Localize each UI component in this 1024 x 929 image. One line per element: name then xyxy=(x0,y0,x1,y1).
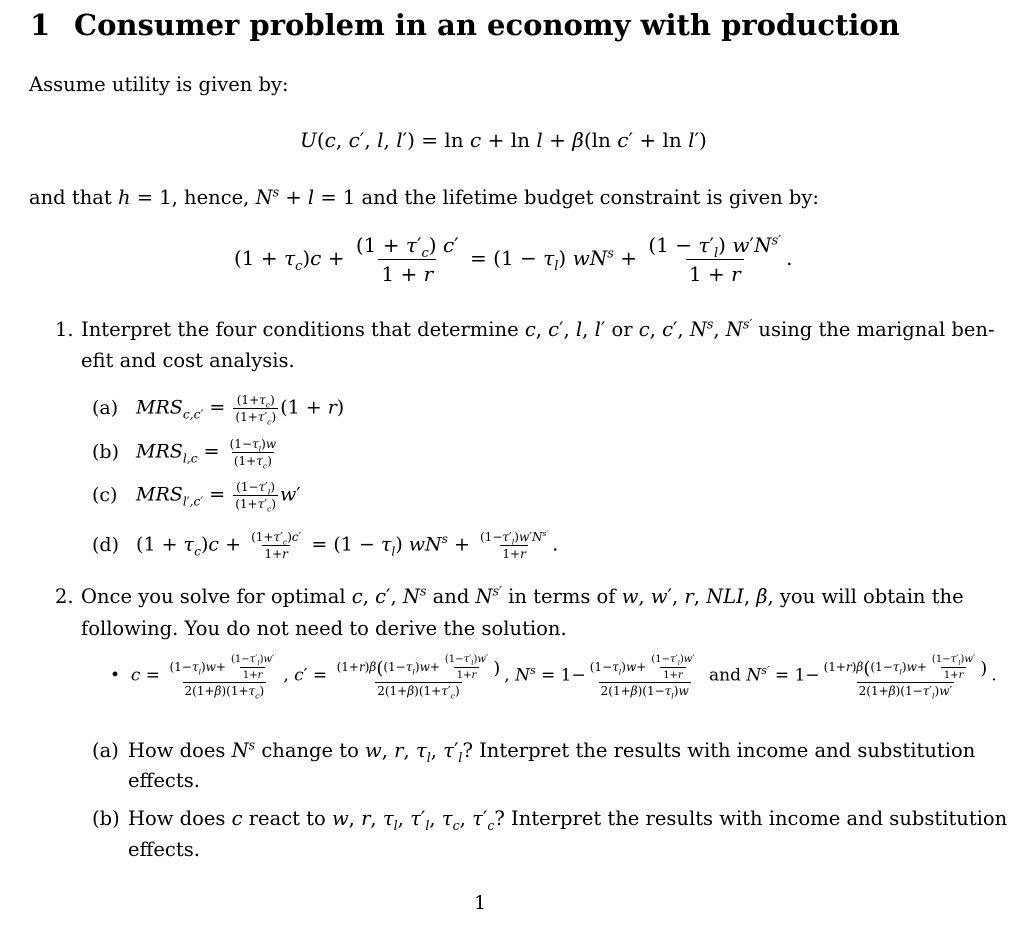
question-2a-line-2: effects. xyxy=(128,769,200,792)
question-2b-line-2: effects. xyxy=(128,838,200,861)
question-2a-line-1: (a) How does $N^s$ change to w, r, $\tau_l$, $\tau'_l$? Interpret the results with income and substitution xyxy=(92,737,976,765)
budget-intro-text: and that h = 1, hence, $N^s + l = 1$ and the lifetime budget constraint is given by: xyxy=(29,184,819,209)
intro-text: Assume utility is given by: xyxy=(29,73,289,96)
utility-equation: U(c, c′, l, l′) = ln c + ln l + β(ln c′ + ln l′) xyxy=(300,128,707,152)
condition-b: (b) $MRS_{l,c}$ = $\frac{(1-\tau_l)w}{(1+\tau_c)}$ xyxy=(92,437,277,471)
question-2b-line-1: (b) How does c react to w, r, $\tau_l$, $\tau'_l$, $\tau_c$, $\tau'_c$? Interpret the results with income and substitution xyxy=(92,807,1008,833)
section-heading xyxy=(30,8,900,42)
question-1-line-2: efit and cost analysis. xyxy=(81,349,295,372)
condition-a: (a) $MRS_{c,c'}$ = $\frac{(1+\tau_c)}{(1+\tau'_c)}$ (1 + r) xyxy=(92,393,345,427)
section-title: Consumer problem in an economy with production xyxy=(74,8,900,42)
budget-constraint-equation: $(1 + \tau_c)c$ + $\frac{(1 + \tau'_c) c'}{1 + r}$ = $(1 - \tau_l)$ $wN^s$ + $\frac{(1 - \tau'_l) w'N^{s'}}{1 + r}$ . xyxy=(234,233,793,286)
condition-c: (c) $MRS_{l',c'}$ = $\frac{(1-\tau'_l)}{(1+\tau'_c)}$ w′ xyxy=(92,480,301,514)
optimal-solutions: • c = $(1-\tau_l)w+$ $\frac{(1-\tau'_l)w'}{1+r}$ $2(1+\beta)(1+\tau_c)$ , c′ = $(1+r)\beta((1-\tau_l)w+$ $\frac{(1-\tau'_l)w'}{1+r}$ ) $2(1+\beta)(1+\tau'_c)$ , $N^s = 1-$ $(1-\tau_l)w+$ $\frac{(1-\tau'_l)w'}{1+r}$ $2(1+\beta)(1-\tau_l)w$ and $N^{s'} = 1-$ $(1+r)\beta((1-\tau_l)w+$ $\frac{(1-\tau'_l)w'}{1+r}$ ) $2(1+\beta)(1-\tau'_l)w'$ . xyxy=(110,654,997,701)
section-number: 1 xyxy=(30,8,51,42)
question-2-line-2: following. You do not need to derive the solution. xyxy=(81,617,567,640)
question-1-line-1: 1. Interpret the four conditions that determine c, c′, l, l′ or c, c′, $N^s$, $N^{s'}$ using the marignal ben- xyxy=(55,316,995,341)
condition-d: (d) $(1 + \tau_c)c$ + $\frac{(1+\tau'_c)c'}{1+r}$ = $(1 - \tau_l)$ $wN^s$ + $\frac{(1-\tau'_l)w'N^{s'}}{1+r}$ . xyxy=(92,529,559,561)
question-2-line-1: 2. Once you solve for optimal c, c′, $N^s$ and $N^{s'}$ in terms of w, w′, r, NLI, β, you will obtain the xyxy=(55,583,964,608)
page-number: 1 xyxy=(474,892,487,914)
